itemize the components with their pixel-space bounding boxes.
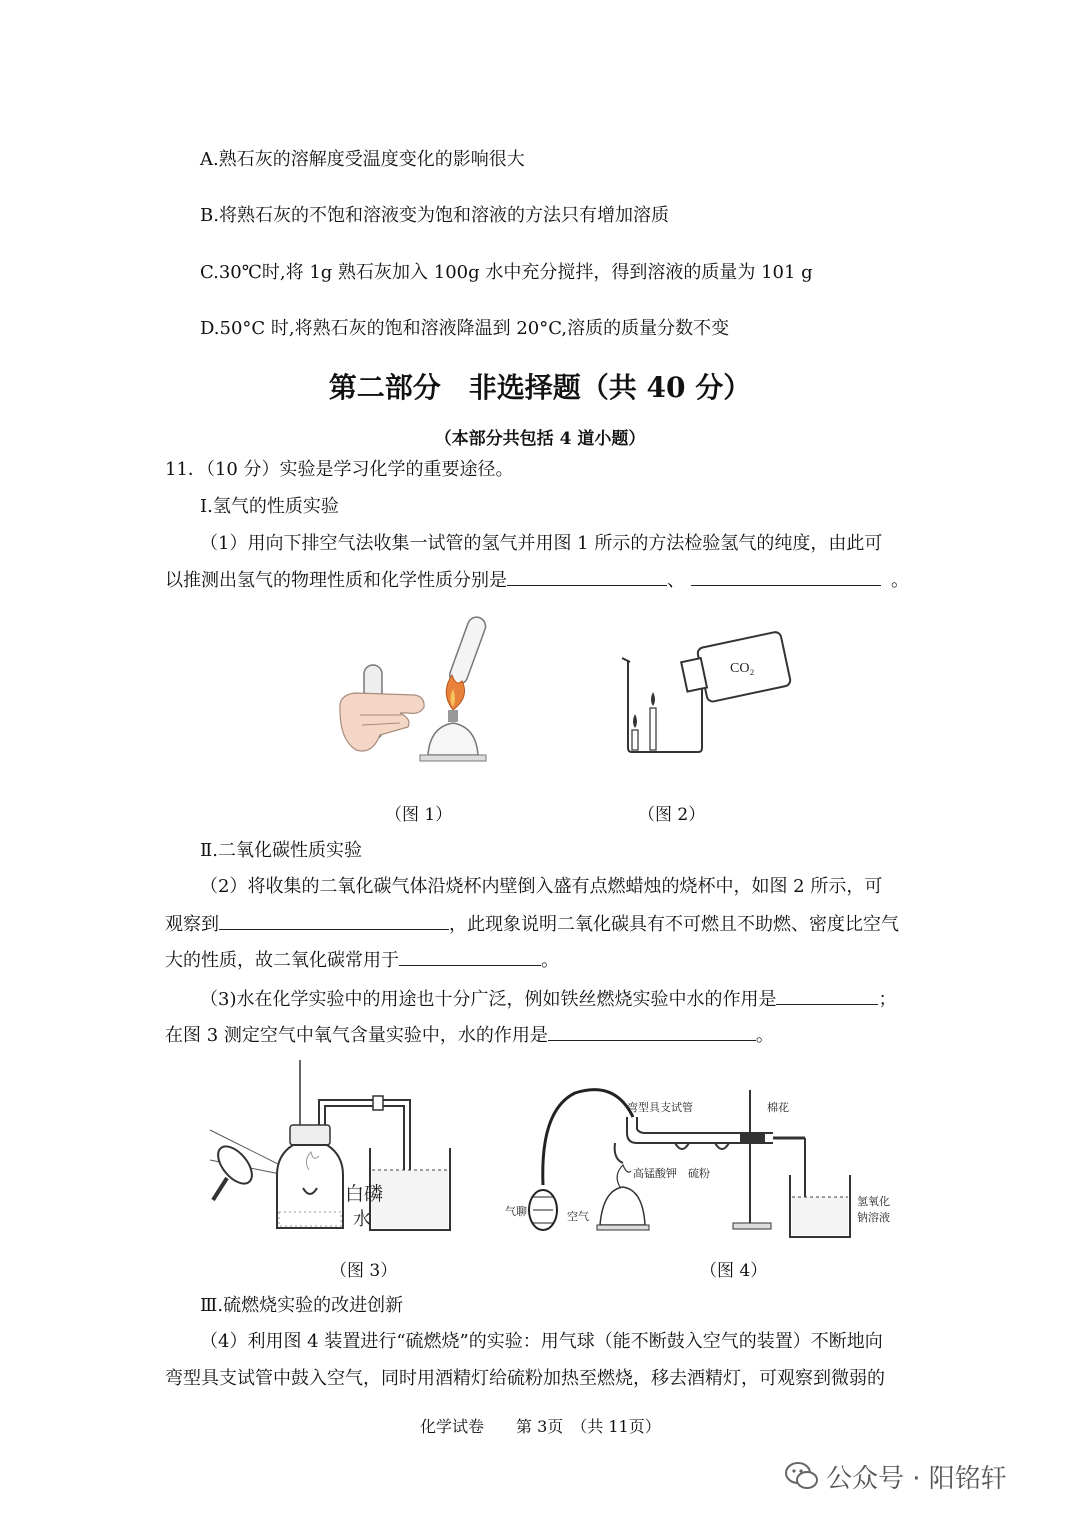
figure-4-sulfur-combustion	[505, 1075, 905, 1250]
q2-line2-suffix: ，此现象说明二氧化碳具有不可燃且不助燃、密度比空气	[449, 914, 899, 935]
option-c: C.30℃时,将 1g 熟石灰加入 100g 水中充分搅拌，得到溶液的质量为 101 g	[200, 262, 813, 283]
q1-separator: 、	[667, 570, 685, 591]
q2-line1: （2）将收集的二氧化碳气体沿烧杯内壁倒入盛有点燃蜡烛的烧杯中，如图 2 所示，可	[200, 876, 883, 897]
label-air-bulb: 气聊	[505, 1205, 527, 1218]
q2-line3-end: 。	[541, 950, 559, 971]
q1-line1: （1）用向下排空气法收集一试管的氢气并用图 1 所示的方法检验氢气的纯度，由此可	[200, 533, 883, 554]
q2-line2-prefix: 观察到	[165, 914, 219, 935]
option-a: A.熟石灰的溶解度受温度变化的影响很大	[200, 149, 525, 170]
q3-line1-end: ；	[878, 989, 897, 1010]
part1-heading: Ⅰ.氢气的性质实验	[200, 496, 339, 517]
answer-blank[interactable]	[776, 986, 878, 1005]
co2-label: CO₂	[730, 661, 755, 676]
label-kmno4: 高锰酸钾	[633, 1167, 677, 1180]
answer-blank[interactable]	[399, 947, 541, 966]
option-b: B.将熟石灰的不饱和溶液变为饱和溶液的方法只有增加溶质	[200, 205, 669, 226]
label-water: 水	[353, 1209, 371, 1230]
figure-2-co2-candles	[600, 620, 800, 760]
label-white-phosphorus: 白磷	[345, 1183, 384, 1205]
part3-heading: Ⅲ.硫燃烧实验的改进创新	[200, 1295, 404, 1316]
q1-line2-text: 以推测出氢气的物理性质和化学性质分别是	[165, 570, 507, 591]
q4-line2: 弯型具支试管中鼓入空气，同时用酒精灯给硫粉加热至燃烧，移去酒精灯，可观察到微弱的	[165, 1368, 885, 1389]
figure-1-caption: （图 1）	[385, 805, 453, 825]
figure-2-caption: （图 2）	[638, 805, 706, 825]
watermark-text: 公众号 · 阳铭轩	[826, 1464, 1007, 1494]
section-subtitle: （本部分共包括 4 道小题）	[434, 429, 646, 449]
part2-heading: Ⅱ.二氧化碳性质实验	[200, 840, 362, 861]
page-footer: 化学试卷 第 3页 （共 11页）	[420, 1417, 661, 1436]
figure-1-hydrogen-purity	[320, 615, 510, 775]
q4-line1: （4）利用图 4 装置进行“硫燃烧”的实验：用气球（能不断鼓入空气的装置）不断地向	[200, 1331, 883, 1352]
answer-blank[interactable]	[691, 567, 881, 586]
q3-line1-prefix: （3)水在化学实验中的用途也十分广泛，例如铁丝燃烧实验中水的作用是	[200, 989, 777, 1010]
q11-stem: 11．（10 分）实验是学习化学的重要途径。	[165, 459, 514, 480]
q2-line3-prefix: 大的性质，故二氧化碳常用于	[165, 950, 399, 971]
option-d: D.50°C 时,将熟石灰的饱和溶液降温到 20°C,溶质的质量分数不变	[200, 318, 730, 339]
figure-3-caption: （图 3）	[330, 1261, 398, 1281]
label-naoh-2: 钠溶液	[857, 1211, 890, 1224]
wechat-icon	[784, 1460, 820, 1492]
q3-line2	[165, 1022, 774, 1049]
label-naoh-1: 氢氧化	[857, 1195, 890, 1208]
label-air: 空气	[567, 1210, 589, 1223]
answer-blank[interactable]	[219, 911, 449, 930]
q3-line2-end: 。	[755, 1025, 774, 1046]
q2-line3	[165, 947, 559, 974]
label-sulfur: 硫粉	[688, 1167, 710, 1180]
answer-blank[interactable]	[507, 567, 667, 586]
answer-blank[interactable]	[548, 1022, 756, 1041]
q3-line2-prefix: 在图 3 测定空气中氧气含量实验中，水的作用是	[165, 1025, 548, 1046]
q3-line1	[200, 986, 896, 1013]
section-title: 第二部分 非选择题（共 40 分）	[328, 371, 752, 404]
q2-line2	[165, 911, 899, 938]
q1-line2	[165, 567, 909, 594]
figure-4-caption: （图 4）	[700, 1261, 768, 1281]
figure-3-oxygen-content	[205, 1060, 465, 1245]
label-cotton: 棉花	[767, 1101, 789, 1114]
label-bent-tube: 弯型具支试管	[627, 1101, 693, 1114]
q1-end: 。	[891, 570, 909, 591]
